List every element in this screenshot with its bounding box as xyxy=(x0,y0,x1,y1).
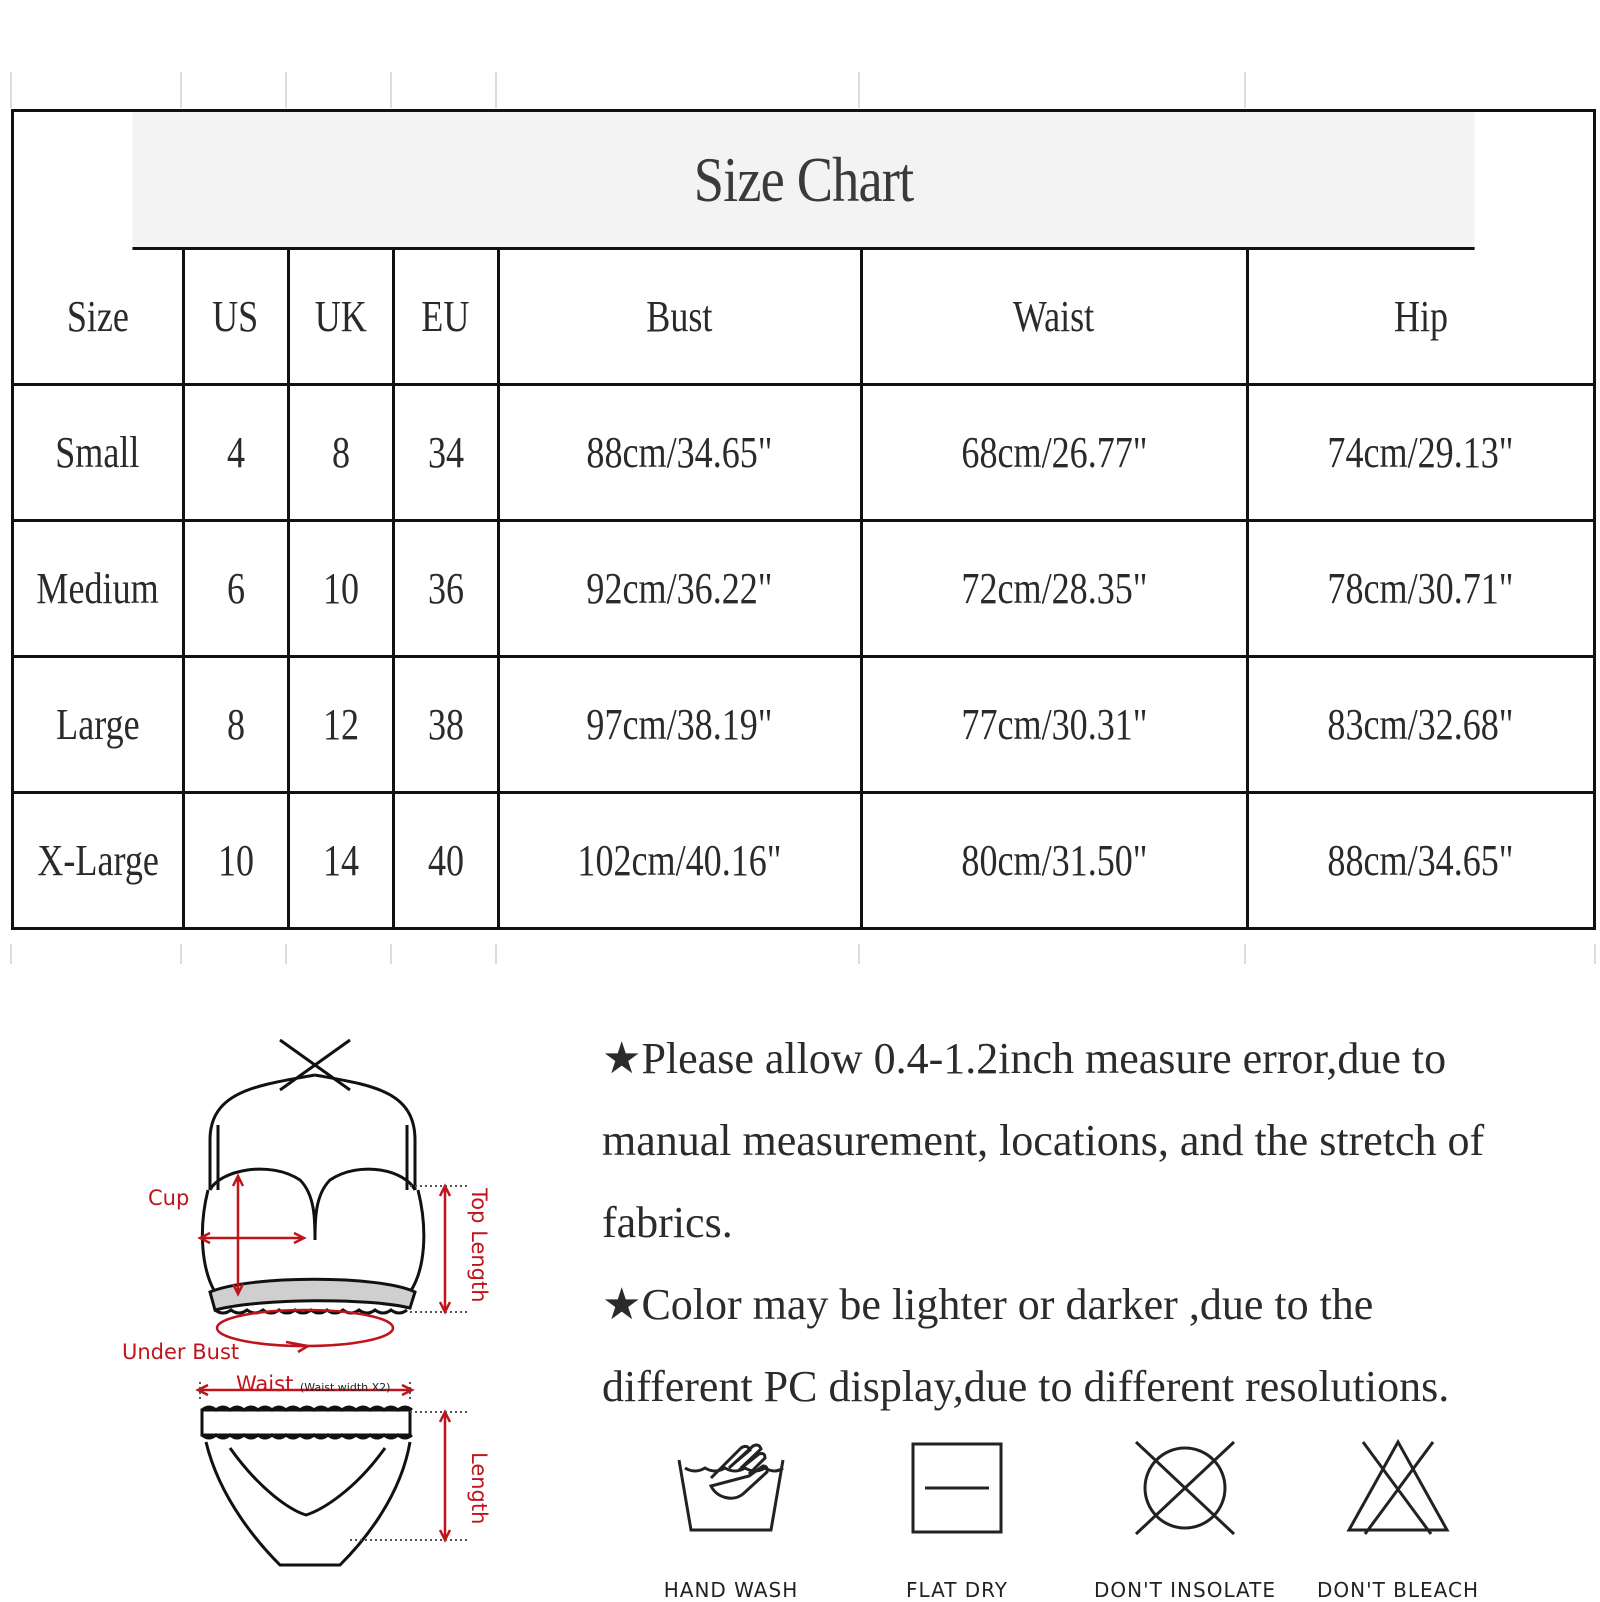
table-cell: 6 xyxy=(183,521,288,657)
top-length-label: Top Length xyxy=(467,1188,491,1303)
under-bust-label: Under Bust xyxy=(122,1340,240,1364)
table-cell: 88cm/34.65" xyxy=(1247,793,1593,928)
waist-label: Waist (Waist width X2) xyxy=(236,1372,391,1396)
care-hand-wash: HAND WASH xyxy=(636,1438,826,1602)
header-cell: Hip xyxy=(1247,250,1593,385)
note-line: fabrics. xyxy=(602,1198,733,1247)
table-cell: 97cm/38.19" xyxy=(498,657,861,793)
table-cell: 77cm/30.31" xyxy=(861,657,1247,793)
table-cell: 40 xyxy=(393,793,498,928)
table-cell: 4 xyxy=(183,385,288,521)
table-cell: 14 xyxy=(288,793,393,928)
table-cell: 74cm/29.13" xyxy=(1247,385,1593,521)
note-line: different PC display,due to different resolutions. xyxy=(602,1362,1450,1411)
table-row xyxy=(14,385,1593,521)
care-flat-dry: FLAT DRY xyxy=(862,1438,1052,1602)
table-cell: 102cm/40.16" xyxy=(498,793,861,928)
table-row xyxy=(14,521,1593,657)
notes-block xyxy=(602,1018,1582,1428)
table-cell: 36 xyxy=(393,521,498,657)
flat-dry-icon xyxy=(907,1438,1007,1538)
care-dont-bleach: DON'T BLEACH xyxy=(1303,1438,1493,1602)
note-line: ★Color may be lighter or darker ,due to the xyxy=(602,1280,1374,1329)
size-table xyxy=(14,250,1593,927)
size-chart-title: Size Chart xyxy=(132,112,1474,250)
header-cell: Size xyxy=(14,250,183,385)
table-cell: 88cm/34.65" xyxy=(498,385,861,521)
table-row xyxy=(14,657,1593,793)
do-not-bleach-icon xyxy=(1343,1438,1453,1538)
table-cell: Small xyxy=(14,385,183,521)
hand-wash-icon xyxy=(671,1438,791,1538)
header-cell: UK xyxy=(288,250,393,385)
measurement-diagram xyxy=(110,1030,530,1590)
table-cell: 92cm/36.22" xyxy=(498,521,861,657)
header-cell: EU xyxy=(393,250,498,385)
table-cell: Large xyxy=(14,657,183,793)
table-cell: X-Large xyxy=(14,793,183,928)
header-cell: Waist xyxy=(861,250,1247,385)
size-chart xyxy=(11,109,1596,930)
length-label: Length xyxy=(467,1452,491,1525)
care-dont-insolate: DON'T INSOLATE xyxy=(1090,1438,1280,1602)
header-cell: US xyxy=(183,250,288,385)
table-cell: 68cm/26.77" xyxy=(861,385,1247,521)
table-cell: 10 xyxy=(183,793,288,928)
table-cell: 10 xyxy=(288,521,393,657)
table-cell: 78cm/30.71" xyxy=(1247,521,1593,657)
table-cell: 83cm/32.68" xyxy=(1247,657,1593,793)
note-line: manual measurement, locations, and the stretch of xyxy=(602,1116,1485,1165)
table-cell: 38 xyxy=(393,657,498,793)
table-header-row xyxy=(14,250,1593,385)
cup-label: Cup xyxy=(148,1186,190,1210)
table-cell: 72cm/28.35" xyxy=(861,521,1247,657)
note-line: ★Please allow 0.4-1.2inch measure error,due to xyxy=(602,1034,1447,1083)
table-cell: 8 xyxy=(183,657,288,793)
do-not-insolate-icon xyxy=(1130,1438,1240,1538)
header-cell: Bust xyxy=(498,250,861,385)
table-cell: 8 xyxy=(288,385,393,521)
table-row xyxy=(14,793,1593,928)
table-cell: 80cm/31.50" xyxy=(861,793,1247,928)
table-cell: 12 xyxy=(288,657,393,793)
table-cell: Medium xyxy=(14,521,183,657)
table-cell: 34 xyxy=(393,385,498,521)
